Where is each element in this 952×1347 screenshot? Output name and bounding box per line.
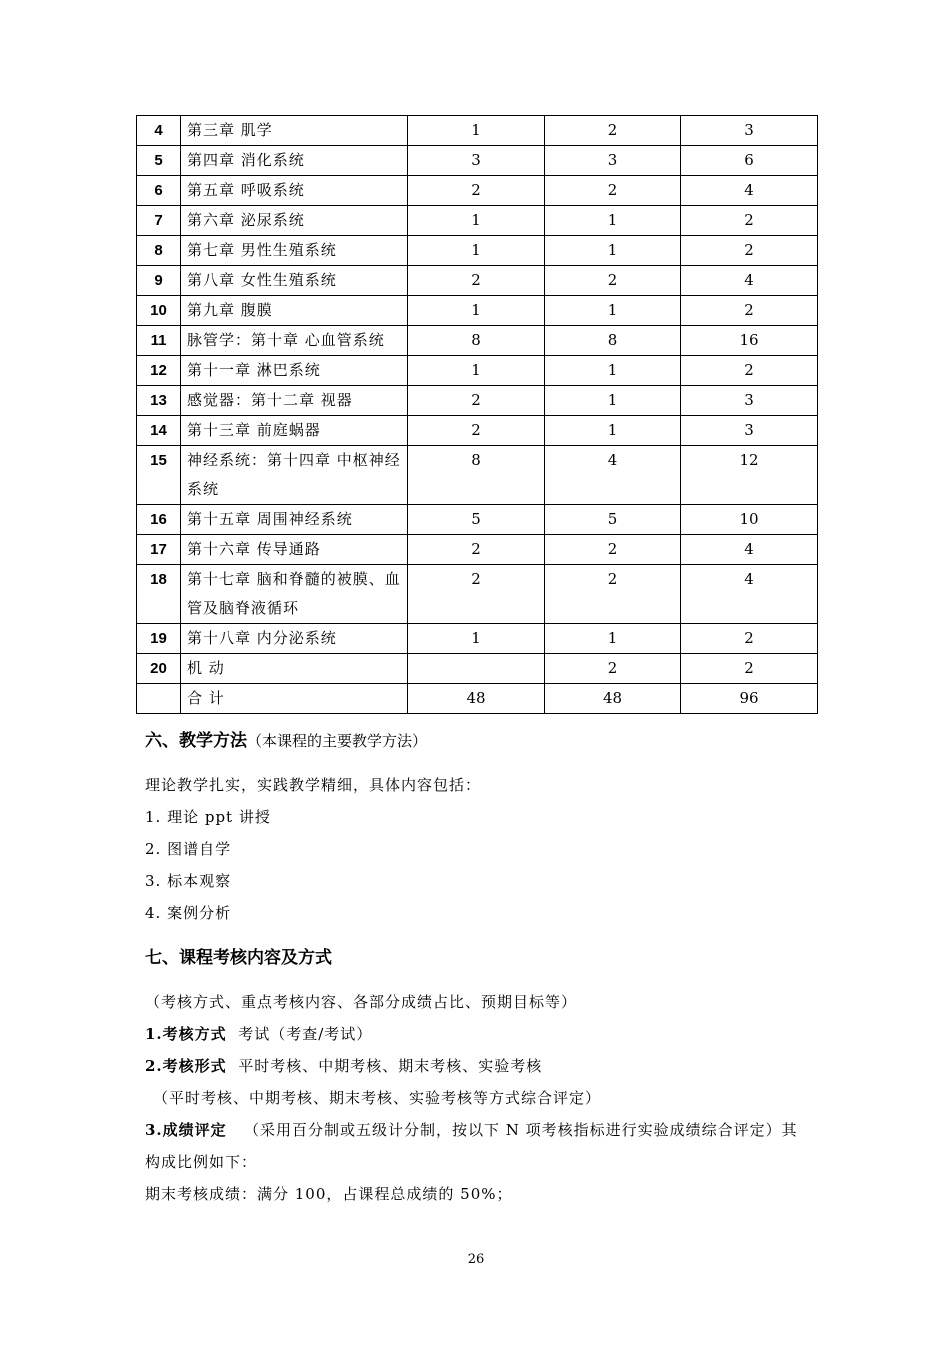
hours-practice-cell: 2 (545, 535, 681, 565)
table-row (137, 416, 818, 446)
hours-theory-cell: 5 (408, 505, 545, 535)
hours-theory-cell: 8 (408, 446, 545, 505)
chapter-cell: 感觉器：第十二章 视器 (181, 386, 408, 416)
hours-total-cell: 4 (681, 535, 818, 565)
row-number-cell: 10 (137, 296, 181, 326)
hours-practice-cell: 2 (545, 266, 681, 296)
row-number-cell: 9 (137, 266, 181, 296)
hours-total-cell: 2 (681, 654, 818, 684)
chapter-cell: 神经系统：第十四章 中枢神经系统 (181, 446, 408, 505)
hours-theory-cell: 1 (408, 116, 545, 146)
chapter-cell: 第三章 肌学 (181, 116, 408, 146)
hours-theory-cell: 1 (408, 624, 545, 654)
chapter-cell: 第九章 腹膜 (181, 296, 408, 326)
grade-evaluation-label: 3.成绩评定 (145, 1121, 227, 1139)
chapter-cell: 第八章 女性生殖系统 (181, 266, 408, 296)
hours-practice-cell: 2 (545, 565, 681, 624)
chapter-cell: 第十六章 传导通路 (181, 535, 408, 565)
hours-practice-cell: 1 (545, 356, 681, 386)
method-item: 2. 图谱自学 (145, 840, 232, 858)
hours-practice-cell: 5 (545, 505, 681, 535)
section-7-note: （考核方式、重点考核内容、各部分成绩占比、预期目标等） (145, 993, 578, 1011)
chapter-cell: 脉管学：第十章 心血管系统 (181, 326, 408, 356)
hours-total-cell: 10 (681, 505, 818, 535)
assessment-method (145, 1023, 372, 1044)
row-number-cell: 18 (137, 565, 181, 624)
hours-total-cell: 4 (681, 565, 818, 624)
hours-theory-cell: 48 (408, 684, 545, 714)
hours-total-cell: 2 (681, 624, 818, 654)
table-row (137, 266, 818, 296)
chapter-cell: 第十一章 淋巴系统 (181, 356, 408, 386)
row-number-cell: 20 (137, 654, 181, 684)
grade-evaluation (145, 1119, 798, 1140)
hours-total-cell: 4 (681, 266, 818, 296)
row-number-cell: 8 (137, 236, 181, 266)
section-6-heading (145, 726, 427, 751)
table-row (137, 505, 818, 535)
hours-practice-cell: 1 (545, 206, 681, 236)
assessment-form-text: 平时考核、中期考核、期末考核、实验考核 (238, 1057, 543, 1075)
hours-total-cell: 4 (681, 176, 818, 206)
table-row (137, 296, 818, 326)
hours-total-cell: 3 (681, 116, 818, 146)
chapter-cell: 第五章 呼吸系统 (181, 176, 408, 206)
hours-theory-cell: 2 (408, 266, 545, 296)
section-7-title: 七、课程考核内容及方式 (145, 948, 332, 968)
row-number-cell: 16 (137, 505, 181, 535)
section-6-subtitle: （本课程的主要教学方法） (247, 732, 428, 750)
chapter-cell: 合 计 (181, 684, 408, 714)
chapter-cell: 第十五章 周围神经系统 (181, 505, 408, 535)
table-row (137, 565, 818, 624)
chapter-cell: 第十七章 脑和脊髓的被膜、血管及脑脊液循环 (181, 565, 408, 624)
table-row (137, 176, 818, 206)
hours-total-cell: 2 (681, 296, 818, 326)
hours-practice-cell: 2 (545, 116, 681, 146)
row-number-cell: 19 (137, 624, 181, 654)
section-6-title: 六、教学方法 (145, 731, 247, 751)
hours-practice-cell: 4 (545, 446, 681, 505)
hours-total-cell: 96 (681, 684, 818, 714)
hours-total-cell: 2 (681, 236, 818, 266)
assessment-form (145, 1055, 542, 1076)
hours-total-cell: 2 (681, 356, 818, 386)
row-number-cell: 15 (137, 446, 181, 505)
row-number-cell: 13 (137, 386, 181, 416)
class-hours-table (136, 115, 818, 714)
table-row (137, 684, 818, 714)
hours-theory-cell: 1 (408, 356, 545, 386)
hours-practice-cell: 1 (545, 296, 681, 326)
hours-theory-cell: 3 (408, 146, 545, 176)
grade-evaluation-text: （采用百分制或五级计分制，按以下 N 项考核指标进行实验成绩综合评定）其 (243, 1121, 798, 1139)
method-item: 1. 理论 ppt 讲授 (145, 808, 271, 826)
table-row (137, 206, 818, 236)
table-body (137, 116, 818, 714)
hours-practice-cell: 1 (545, 416, 681, 446)
hours-practice-cell: 2 (545, 654, 681, 684)
assessment-form-label: 2.考核形式 (145, 1057, 227, 1075)
hours-theory-cell: 1 (408, 206, 545, 236)
hours-total-cell: 6 (681, 146, 818, 176)
page-number: 26 (467, 1252, 485, 1267)
table-row (137, 654, 818, 684)
hours-practice-cell: 3 (545, 146, 681, 176)
hours-practice-cell: 1 (545, 236, 681, 266)
table-row (137, 356, 818, 386)
row-number-cell: 4 (137, 116, 181, 146)
hours-total-cell: 3 (681, 386, 818, 416)
table-row (137, 326, 818, 356)
hours-theory-cell: 2 (408, 416, 545, 446)
row-number-cell: 17 (137, 535, 181, 565)
table-row (137, 116, 818, 146)
chapter-cell: 第七章 男性生殖系统 (181, 236, 408, 266)
assessment-method-text: 考试（考查/考试） (238, 1025, 373, 1043)
row-number-cell: 11 (137, 326, 181, 356)
hours-practice-cell: 2 (545, 176, 681, 206)
row-number-cell: 14 (137, 416, 181, 446)
hours-theory-cell: 1 (408, 236, 545, 266)
table-row (137, 386, 818, 416)
hours-theory-cell (408, 654, 545, 684)
row-number-cell: 6 (137, 176, 181, 206)
table-row (137, 624, 818, 654)
chapter-cell: 第十八章 内分泌系统 (181, 624, 408, 654)
hours-theory-cell: 8 (408, 326, 545, 356)
row-number-cell: 7 (137, 206, 181, 236)
row-number-cell (137, 684, 181, 714)
assessment-form-note: （平时考核、中期考核、期末考核、实验考核等方式综合评定） (153, 1089, 602, 1107)
hours-theory-cell: 2 (408, 176, 545, 206)
hours-practice-cell: 48 (545, 684, 681, 714)
grade-evaluation-cont: 构成比例如下： (145, 1153, 258, 1171)
chapter-cell: 第四章 消化系统 (181, 146, 408, 176)
chapter-cell: 第十三章 前庭蜗器 (181, 416, 408, 446)
hours-practice-cell: 8 (545, 326, 681, 356)
hours-theory-cell: 2 (408, 535, 545, 565)
chapter-cell: 第六章 泌尿系统 (181, 206, 408, 236)
hours-total-cell: 3 (681, 416, 818, 446)
table-row (137, 146, 818, 176)
hours-theory-cell: 1 (408, 296, 545, 326)
hours-theory-cell: 2 (408, 565, 545, 624)
hours-total-cell: 2 (681, 206, 818, 236)
row-number-cell: 5 (137, 146, 181, 176)
hours-total-cell: 16 (681, 326, 818, 356)
hours-practice-cell: 1 (545, 386, 681, 416)
table-row (137, 236, 818, 266)
hours-theory-cell: 2 (408, 386, 545, 416)
table-row (137, 446, 818, 505)
hours-practice-cell: 1 (545, 624, 681, 654)
method-item: 3. 标本观察 (145, 872, 232, 890)
row-number-cell: 12 (137, 356, 181, 386)
assessment-method-label: 1.考核方式 (145, 1025, 227, 1043)
table-row (137, 535, 818, 565)
section-6-intro: 理论教学扎实，实践教学精细，具体内容包括： (145, 776, 482, 794)
method-item: 4. 案例分析 (145, 904, 232, 922)
final-exam-score: 期末考核成绩：满分 100，占课程总成绩的 50%； (145, 1185, 513, 1203)
chapter-cell: 机 动 (181, 654, 408, 684)
hours-total-cell: 12 (681, 446, 818, 505)
